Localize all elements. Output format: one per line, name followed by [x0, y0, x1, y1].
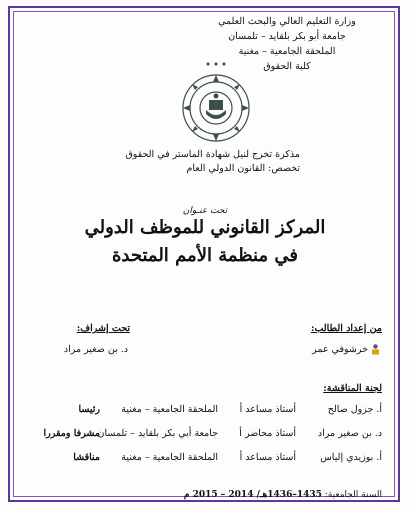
committee-label: لجنة المناقشة:: [323, 383, 382, 394]
ministry-line: وزارة التعليم العالي والبحث العلمي: [218, 16, 356, 27]
annex-line: الملحقة الجامعية – مغنية: [238, 46, 336, 57]
university-line: جامعة أبو بكر بلقايد – تلمسان: [228, 31, 346, 42]
prepared-by-label: من إعداد الطالب:: [310, 323, 382, 334]
university-emblem-icon: [178, 70, 254, 146]
student-name: خرشوفي عمر: [312, 344, 368, 355]
memo-specialty: تخصص: القانون الدولي العام: [186, 163, 300, 174]
decorative-dots: [188, 60, 244, 68]
academic-year-value: 1435–1436هـ/ 2014 – 2015 م: [183, 490, 322, 500]
member-name: أ. جزول صالح: [327, 404, 382, 415]
member-rank: أستاذ مساعد أ: [239, 452, 296, 463]
member-role: مشرفا ومقررا: [43, 428, 100, 439]
committee-row: [28, 404, 382, 420]
memo-description: [100, 148, 300, 176]
faculty-line: كلية الحقوق: [263, 61, 311, 72]
supervisor-label: تحت إشراف:: [76, 323, 130, 334]
thesis-title-line1: المركز القانوني للموظف الدولي: [84, 217, 326, 238]
member-name: أ. بوزيدي إلياس: [320, 452, 382, 463]
member-institution: الملحقة الجامعية – مغنية: [121, 404, 218, 415]
member-name: د. بن صغير مراد: [317, 428, 382, 439]
member-institution: جامعة أبي بكر بلقايد – تلمسان: [97, 428, 218, 439]
academic-year-label: السنة الجامعية:: [324, 490, 382, 500]
committee-row: [28, 428, 382, 444]
committee-row: [28, 452, 382, 468]
member-institution: الملحقة الجامعية – مغنية: [121, 452, 218, 463]
student-icon: [371, 344, 380, 355]
supervisor-name: د. بن صغير مراد: [63, 344, 128, 355]
member-rank: أستاذ مساعد أ: [239, 404, 296, 415]
member-rank: أستاذ محاضر أ: [239, 428, 296, 439]
thesis-title-line2: في منظمة الأمم المتحدة: [111, 245, 298, 266]
academic-year: [184, 490, 382, 500]
memo-degree: مذكرة تخرج لنيل شهادة الماستر في الحقوق: [125, 149, 300, 160]
member-role: مناقشا: [73, 452, 100, 463]
member-role: رئيسا: [78, 404, 100, 415]
title-intro: تحت عنـوان: [182, 206, 228, 216]
